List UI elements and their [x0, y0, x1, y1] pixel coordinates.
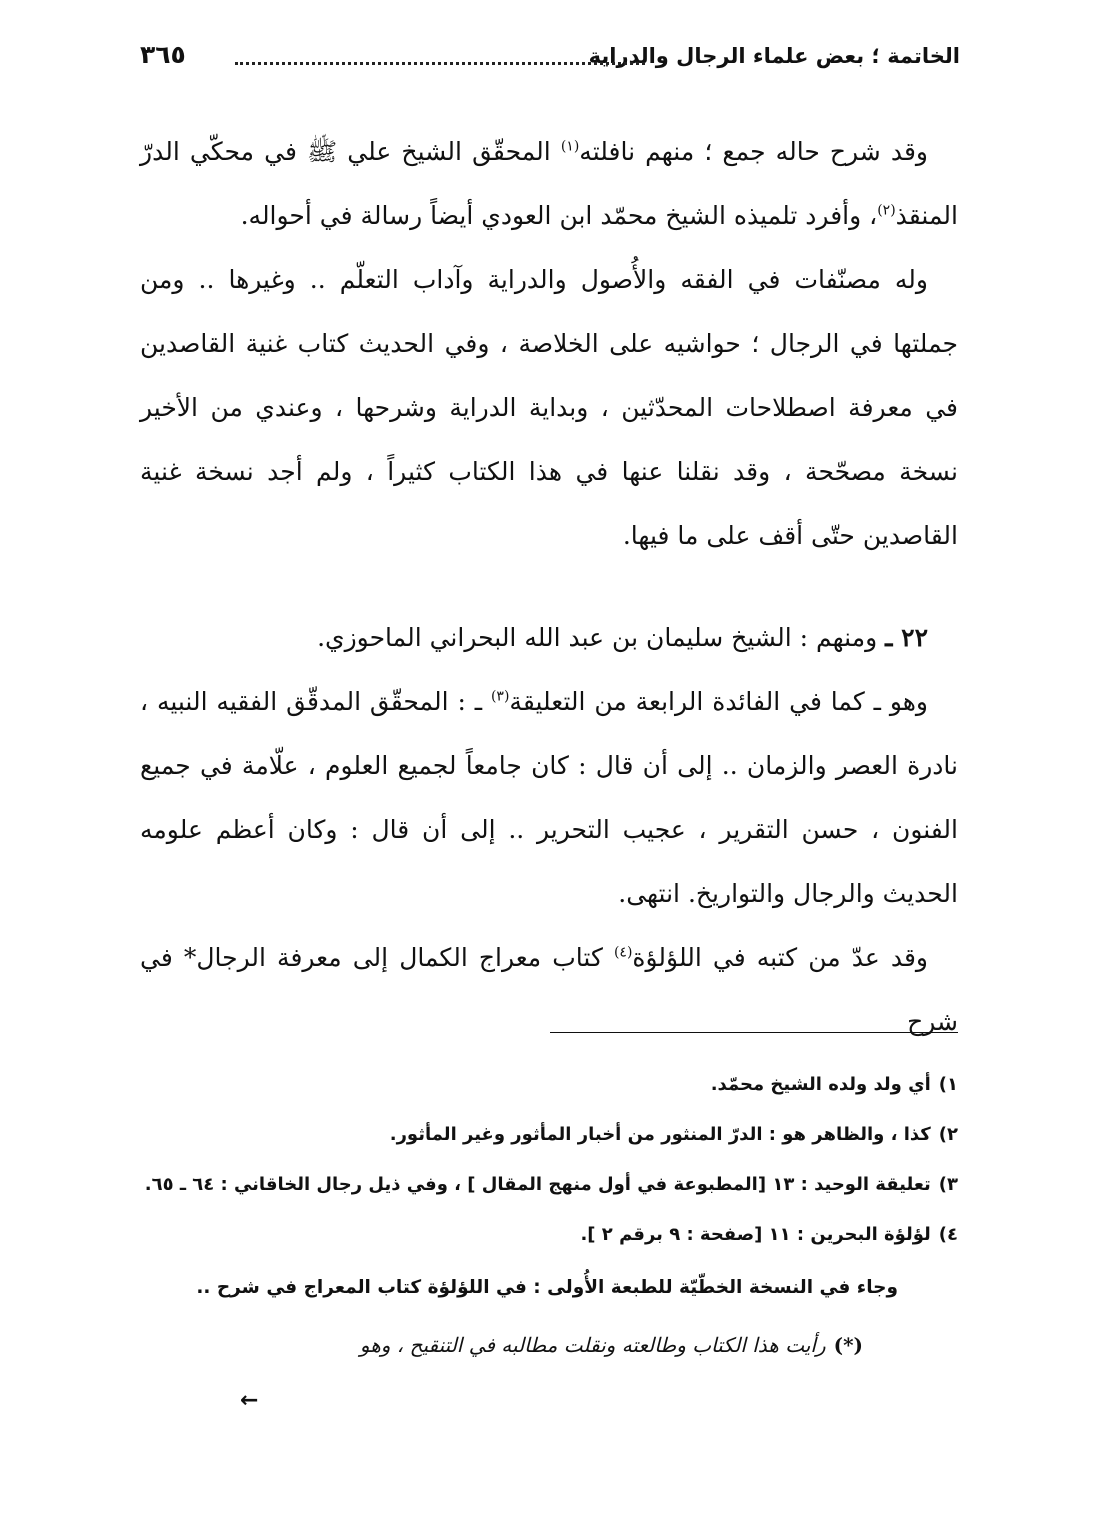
entry-number: ٢٢ ـ — [885, 623, 928, 652]
header-dotted-leader — [235, 62, 645, 65]
footnote-star: (*)رأيت هذا الكتاب وطالعته ونقلت مطالبه في التنقيح ، وهو — [359, 1333, 863, 1357]
footnote-3: ٣)تعليقة الوحيد : ١٣ [المطبوعة في أول منهج المقال ] ، وفي ذيل رجال الخاقاني : ٦٤ ـ ٦٥. — [144, 1174, 958, 1195]
paragraph-1: وقد شرح حاله جمع ؛ منهم نافلته$^{(١)}$ المحقّق الشيخ علي ﷺ في محكّي الدرّ المنقذ$^{(٢)}$، وأفرد تلميذه الشيخ محمّد ابن العودي أيضاً رسالة في أحواله. — [140, 137, 958, 230]
section-gap — [140, 568, 958, 606]
header-title: الخاتمة ؛ بعض علماء الرجال والدراية — [588, 44, 960, 68]
continue-arrow-icon: ← — [240, 1388, 259, 1413]
footnote-ref-4: (٤) — [613, 944, 633, 961]
page-number: ٣٦٥ — [140, 40, 186, 69]
footnote-ref-3: (٣) — [490, 688, 510, 705]
footnote-2: ٢)كذا ، والظاهر هو : الدرّ المنثور من أخبار المأثور وغير المأثور. — [389, 1124, 958, 1145]
footnote-4: ٤)لؤلؤة البحرين : ١١ [صفحة : ٩ برقم ٢ ]. — [580, 1224, 958, 1245]
main-text — [140, 120, 958, 1054]
paragraph-5: وقد عدّ من كتبه في اللؤلؤة$^{(٤)}$ كتاب معراج الكمال إلى معرفة الرجال* في شرح — [140, 943, 958, 1036]
footnotes — [140, 1060, 958, 1374]
footnote-manuscript-note: وجاء في النسخة الخطّيّة للطبعة الأُولى : في اللؤلؤة كتاب المعراج في شرح .. — [196, 1277, 898, 1298]
paragraph-4: وهو ـ كما في الفائدة الرابعة من التعليقة$^{(٣)}$ ـ : المحقّق المدقّق الفقيه النبيه ، نادرة العصر والزمان .. إلى أن قال : كان جامعاً لجميع العلوم ، علّامة في جميع الفنون ، حسن التقرير ، عجيب التحرير .. إلى أن قال : وكان أعظم علومه الحديث والرجال والتواريخ. انتهى. — [140, 687, 958, 908]
running-header — [140, 38, 960, 78]
footnote-1: ١)أي ولد ولده الشيخ محمّد. — [710, 1074, 958, 1095]
paragraph-2: وله مصنّفات في الفقه والأُصول والدراية وآداب التعلّم .. وغيرها .. ومن جملتها في الرجال ؛ حواشيه على الخلاصة ، وفي الحديث كتاب غنية القاصدين في معرفة اصطلاحات المحدّثين ، وبداية الدراية وشرحها ، وعندي من الأخير نسخة مصحّحة ، وقد نقلنا عنها في هذا الكتاب كثيراً ، ولم أجد نسخة غنية القاصدين حتّى أقف على ما فيها. — [140, 265, 958, 550]
footnote-divider — [550, 1032, 958, 1033]
footnote-ref-1: (١) — [560, 138, 580, 155]
paragraph-3: ٢٢ ـ ومنهم : الشيخ سليمان بن عبد الله البحراني الماحوزي. — [317, 623, 928, 652]
footnote-ref-2: (٢) — [877, 202, 896, 219]
